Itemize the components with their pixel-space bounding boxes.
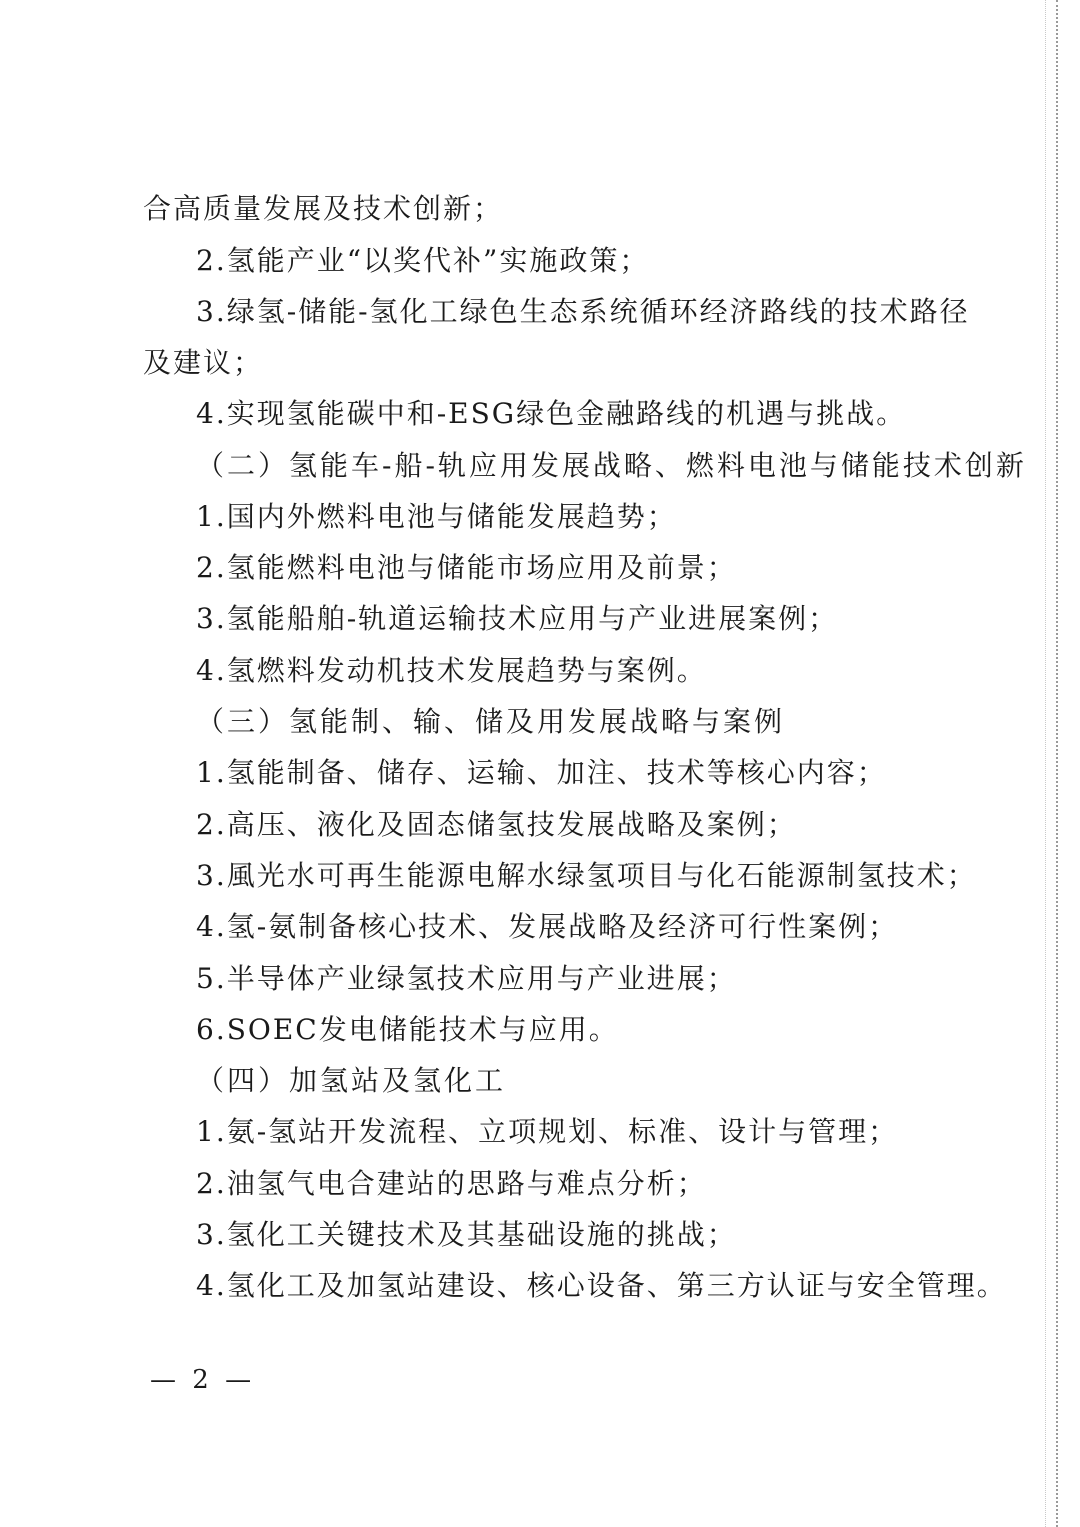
list-item-hydrogen-chain: 1.氢能制备、储存、运输、加注、技术等核心内容； [196,756,887,789]
list-item-policy: 2.氢能产业“以奖代补”实施政策； [196,244,650,277]
section-heading-3: （三）氢能制、输、储及用发展战略与案例 [196,705,786,738]
list-item-ammonia: 4.氢-氨制备核心技术、发展战略及经济可行性案例； [196,910,899,943]
page-number: — 2 — [150,1365,256,1395]
list-item-combined-station: 2.油氢气电合建站的思路与难点分析； [196,1167,707,1200]
section-heading-2: （二）氢能车-船-轨应用发展战略、燃料电池与储能技术创新 [196,449,1027,482]
list-item-station-development: 1.氨-氢站开发流程、立项规划、标准、设计与管理； [196,1115,899,1148]
list-item-semiconductor: 5.半导体产业绿氢技术应用与产业进展； [196,962,737,995]
list-item-soec: 6.SOEC发电储能技术与应用。 [196,1013,619,1046]
list-item-fuel-cell-market: 2.氢能燃料电池与储能市场应用及前景； [196,551,737,584]
paragraph-continuation: 合高质量发展及技术创新； [143,192,504,225]
list-item-renewable-electrolysis: 3.風光水可再生能源电解水绿氢项目与化石能源制氢技术； [196,859,977,892]
list-item-storage: 2.高压、液化及固态储氢技发展战略及案例； [196,808,797,841]
page-binding-edge-inner [1045,0,1046,1527]
list-item-ship-rail: 3.氢能船舶-轨道运输技术应用与产业进展案例； [196,602,839,635]
list-item-hydrogen-chemical: 3.氢化工关键技术及其基础设施的挑战； [196,1218,737,1251]
list-item-esg: 4.实现氢能碳中和-ESG绿色金融路线的机遇与挑战。 [196,397,907,430]
list-item-fuel-cell-trends: 1.国内外燃料电池与储能发展趋势； [196,500,677,533]
list-item-green-hydrogen-path: 3.绿氢-储能-氢化工绿色生态系统循环经济路线的技术路径 [196,295,970,328]
list-item-hydrogen-engine: 4.氢燃料发动机技术发展趋势与案例。 [196,654,707,687]
list-item-station-construction: 4.氢化工及加氢站建设、核心设备、第三方认证与安全管理。 [196,1269,1007,1302]
list-item-green-hydrogen-path-cont: 及建议； [143,346,264,379]
page-binding-edge [1056,0,1058,1527]
section-heading-4: （四）加氢站及氢化工 [196,1064,507,1097]
